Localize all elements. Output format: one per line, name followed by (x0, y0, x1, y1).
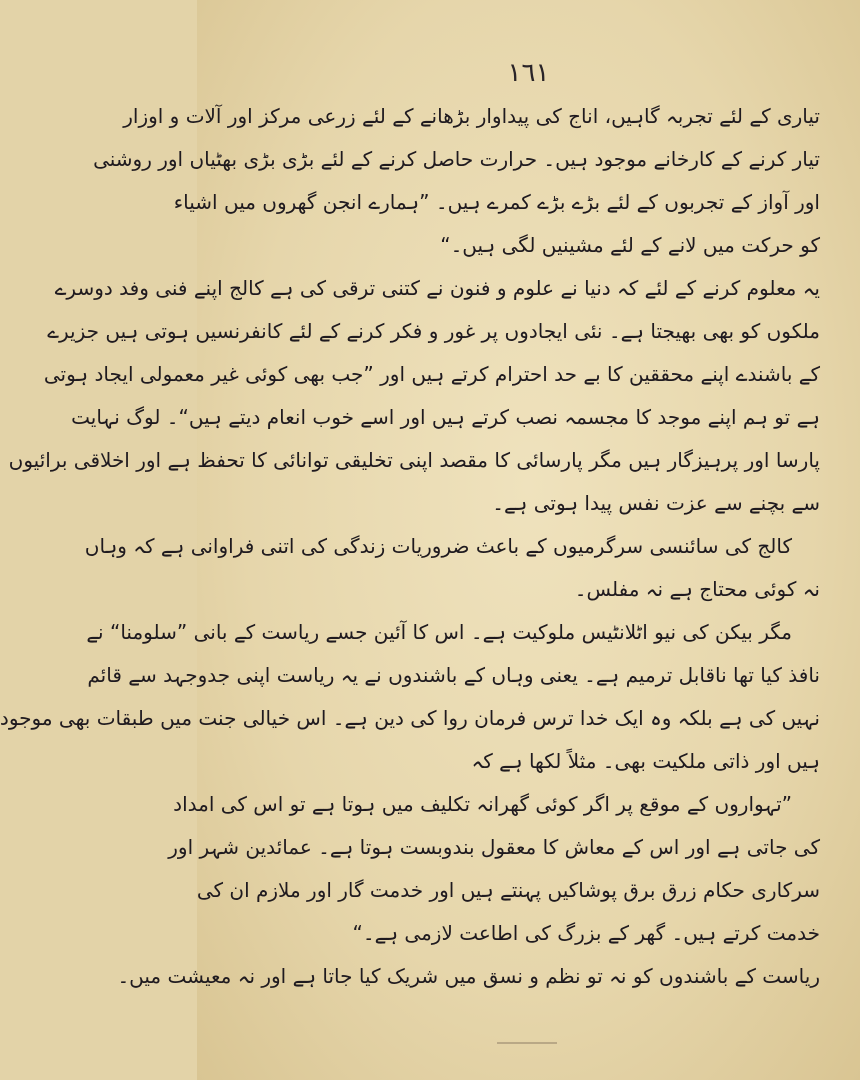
text-line: ہیں اور ذاتی ملکیت بھی۔ مثلاً لکھا ہے کہ (471, 749, 820, 773)
page-body-text (0, 95, 820, 998)
page-number: ١٦١ (507, 58, 550, 88)
text-line: کو حرکت میں لانے کے لئے مشینیں لگی ہیں۔“ (440, 233, 820, 257)
text-line: تیار کرنے کے کارخانے موجود ہیں۔ حرارت حاصل کرنے کے لئے بڑی بڑی بھٹیاں اور روشنی (93, 147, 820, 171)
text-line: کالج کی سائنسی سرگرمیوں کے باعث ضروریات زندگی کی اتنی فراوانی ہے کہ وہاں (84, 534, 792, 558)
quote-line: سرکاری حکام زرق برق پوشاکیں پہنتے ہیں اور خدمت گار اور ملازم ان کی (196, 878, 820, 902)
text-line: نافذ کیا تھا ناقابل ترمیم ہے۔ یعنی وہاں کے باشندوں نے یہ ریاست اپنی جدوجہد سے قائم (87, 663, 820, 687)
text-line: یہ معلوم کرنے کے لئے کہ دنیا نے علوم و فنون نے کتنی ترقی کی ہے کالج اپنے فنی وفد دوسرے (54, 276, 820, 300)
text-line: ہے تو ہم اپنے موجد کا مجسمہ نصب کرتے ہیں اور اسے خوب انعام دیتے ہیں“۔ لوگ نہایت (71, 405, 820, 429)
ink-mark (497, 1042, 557, 1044)
text-line: اور آواز کے تجربوں کے لئے بڑے بڑے کمرے ہیں۔ ”ہمارے انجن گھروں میں اشیاء (173, 190, 820, 214)
text-line: کے باشندے اپنے محققین کا بے حد احترام کرتے ہیں اور ”جب بھی کوئی غیر معمولی ایجاد ہوتی (43, 362, 820, 386)
text-line: مگر بیکن کی نیو اٹلانٹیس ملوکیت ہے۔ اس کا آئین جسے ریاست کے بانی ”سلومنا“ نے (86, 620, 792, 644)
quote-line: کی جاتی ہے اور اس کے معاش کا معقول بندوبست ہوتا ہے۔ عمائدین شہر اور (168, 835, 820, 859)
text-line: سے بچنے سے عزت نفس پیدا ہوتی ہے۔ (492, 491, 820, 515)
text-line: نہ کوئی محتاج ہے نہ مفلس۔ (574, 577, 820, 601)
quote-line: ”تہواروں کے موقع پر اگر کوئی گھرانہ تکلیف میں ہوتا ہے تو اس کی امداد (173, 792, 792, 816)
text-line: پارسا اور پرہیزگار ہیں مگر پارسائی کا مقصد اپنی تخلیقی توانائی کا تحفظ ہے اور اخلاقی برائیوں (8, 448, 820, 472)
quote-line: خدمت کرتے ہیں۔ گھر کے بزرگ کی اطاعت لازمی ہے۔“ (352, 921, 820, 945)
text-line: ملکوں کو بھی بھیجتا ہے۔ نئی ایجادوں پر غور و فکر کرنے کے لئے کانفرنسیں ہوتی ہیں جزیرے (47, 319, 820, 343)
text-line: تیاری کے لئے تجربہ گاہیں، اناج کی پیداوار بڑھانے کے لئے زرعی مرکز اور آلات و اوزار (123, 104, 820, 128)
text-line: نہیں کی ہے بلکہ وہ ایک خدا ترس فرمان روا کی دین ہے۔ اس خیالی جنت میں طبقات بھی موجود (0, 706, 820, 730)
text-line: ریاست کے باشندوں کو نہ تو نظم و نسق میں شریک کیا جاتا ہے اور نہ معیشت میں۔ (117, 964, 820, 988)
